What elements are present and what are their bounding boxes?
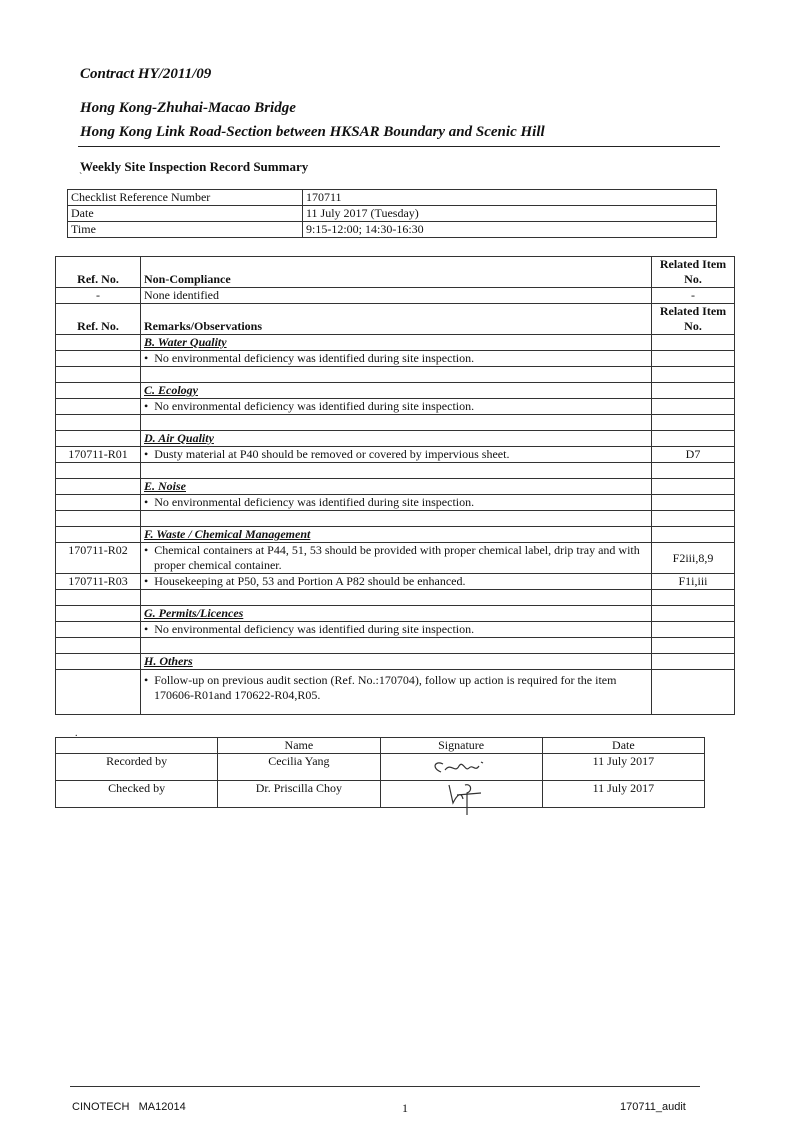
signature-image-checked — [421, 781, 501, 807]
info-row-date — [68, 206, 717, 222]
inspection-findings-table — [55, 256, 735, 715]
section-title-noise: E. Noise — [141, 479, 652, 495]
spacer-row — [56, 590, 735, 606]
remarks-col-desc: Remarks/Observations — [141, 304, 652, 335]
bullet-text: • No environmental deficiency was identified during site inspection. — [144, 622, 474, 636]
remark-row — [56, 447, 735, 463]
signoff-col-date: Date — [542, 738, 704, 754]
checked-signature — [380, 781, 542, 808]
remarks-header-row — [56, 304, 735, 335]
empty-cell — [56, 479, 141, 495]
section-title-waste: F. Waste / Chemical Management — [141, 527, 652, 543]
signoff-recorded-row — [56, 754, 705, 781]
empty-cell — [652, 654, 735, 670]
signoff-col-name: Name — [218, 738, 380, 754]
checked-date: 11 July 2017 — [542, 781, 704, 808]
spacer-row — [56, 415, 735, 431]
remarks-col-ref: Ref. No. — [56, 304, 141, 335]
checked-name: Dr. Priscilla Choy — [218, 781, 380, 808]
remarks-col-related: Related Item No. — [652, 304, 735, 335]
date-value: 11 July 2017 (Tuesday) — [303, 206, 717, 222]
empty-cell — [652, 383, 735, 399]
section-ecology — [56, 383, 735, 399]
remark-row — [56, 399, 735, 415]
checklist-value: 170711 — [303, 190, 717, 206]
section-title-ecology: C. Ecology — [141, 383, 652, 399]
empty-cell — [56, 738, 218, 754]
remark-others — [141, 670, 652, 715]
empty-cell — [652, 431, 735, 447]
empty-cell — [56, 495, 141, 511]
remark-waste-2 — [141, 574, 652, 590]
section-air-quality — [56, 431, 735, 447]
footer-company-ref: CINOTECH MA12014 — [72, 1101, 186, 1113]
recorded-name: Cecilia Yang — [218, 754, 380, 781]
empty-cell — [56, 654, 141, 670]
remark-row — [56, 543, 735, 574]
remark-related-waste-1: F2iii,8,9 — [652, 543, 735, 574]
noncompliance-col-desc: Non-Compliance — [141, 257, 652, 288]
bullet-text — [144, 543, 648, 573]
project-title-line2: Hong Kong Link Road-Section between HKSAR Boundary and Scenic Hill — [80, 124, 545, 140]
bullet-text: • Dusty material at P40 should be removed or covered by impervious sheet. — [144, 447, 509, 461]
time-label: Time — [68, 222, 303, 238]
section-permits — [56, 606, 735, 622]
empty-cell — [652, 335, 735, 351]
noncompliance-related: - — [652, 288, 735, 304]
checklist-label: Checklist Reference Number — [68, 190, 303, 206]
remark-related-waste-2: F1i,iii — [652, 574, 735, 590]
inspection-info-table — [67, 189, 717, 238]
date-label: Date — [68, 206, 303, 222]
empty-cell — [56, 622, 141, 638]
info-row-time — [68, 222, 717, 238]
section-title-permits: G. Permits/Licences — [141, 606, 652, 622]
bullet-body: Chemical containers at P44, 51, 53 should be provided with proper chemical label, drip tray and with proper chemical container. — [154, 543, 640, 572]
empty-cell — [652, 479, 735, 495]
empty-cell — [56, 399, 141, 415]
remark-ref-air: 170711-R01 — [56, 447, 141, 463]
empty-cell — [652, 527, 735, 543]
remark-waste-1 — [141, 543, 652, 574]
remark-ref-waste-2: 170711-R03 — [56, 574, 141, 590]
empty-cell — [56, 670, 141, 715]
empty-cell — [56, 431, 141, 447]
remark-ecology — [141, 399, 652, 415]
bullet-marker — [144, 543, 154, 557]
empty-cell — [652, 622, 735, 638]
header-rule — [78, 146, 720, 147]
bullet-marker — [144, 673, 154, 687]
recorded-date: 11 July 2017 — [542, 754, 704, 781]
remark-water-quality — [141, 351, 652, 367]
bullet-text — [144, 673, 648, 703]
remark-air-quality — [141, 447, 652, 463]
remark-row — [56, 622, 735, 638]
remark-noise — [141, 495, 652, 511]
signoff-checked-row — [56, 781, 705, 808]
empty-cell — [56, 335, 141, 351]
time-value: 9:15-12:00; 14:30-16:30 — [303, 222, 717, 238]
section-title-water-quality: B. Water Quality — [141, 335, 652, 351]
section-waste — [56, 527, 735, 543]
remark-row — [56, 351, 735, 367]
remark-permits — [141, 622, 652, 638]
remark-row — [56, 670, 735, 715]
empty-cell — [652, 399, 735, 415]
remark-related-air: D7 — [652, 447, 735, 463]
document-subtitle: Weekly Site Inspection Record Summary — [80, 159, 309, 174]
noncompliance-header-row — [56, 257, 735, 288]
bullet-text: • No environmental deficiency was identified during site inspection. — [144, 495, 474, 509]
spacer-row — [56, 638, 735, 654]
noncompliance-desc: None identified — [141, 288, 652, 304]
bullet-text: • No environmental deficiency was identified during site inspection. — [144, 399, 474, 413]
section-noise — [56, 479, 735, 495]
stray-mark: ` — [79, 172, 83, 183]
footer-page-number: 1 — [402, 1101, 408, 1115]
signoff-header-row — [56, 738, 705, 754]
remark-ref-waste-1: 170711-R02 — [56, 543, 141, 574]
spacer-row — [56, 511, 735, 527]
contract-title: Contract HY/2011/09 — [80, 66, 212, 82]
info-row-checklist — [68, 190, 717, 206]
remark-row — [56, 495, 735, 511]
noncompliance-ref: - — [56, 288, 141, 304]
spacer-row — [56, 463, 735, 479]
section-water-quality — [56, 335, 735, 351]
bullet-text: • Housekeeping at P50, 53 and Portion A P82 should be enhanced. — [144, 574, 466, 588]
noncompliance-col-ref: Ref. No. — [56, 257, 141, 288]
checked-label: Checked by — [56, 781, 218, 808]
bullet-text: • No environmental deficiency was identified during site inspection. — [144, 351, 474, 365]
section-title-others: H. Others — [141, 654, 652, 670]
empty-cell — [652, 495, 735, 511]
signature-image-recorded — [421, 754, 501, 778]
remark-row — [56, 574, 735, 590]
recorded-signature — [380, 754, 542, 781]
footer-rule — [70, 1086, 700, 1087]
recorded-label: Recorded by — [56, 754, 218, 781]
noncompliance-col-related: Related Item No. — [652, 257, 735, 288]
footer-file-ref: 170711_audit — [620, 1101, 686, 1113]
empty-cell — [652, 670, 735, 715]
stray-mark: . — [75, 728, 78, 739]
spacer-row — [56, 367, 735, 383]
empty-cell — [56, 606, 141, 622]
empty-cell — [56, 527, 141, 543]
bullet-body: Follow-up on previous audit section (Ref. No.:170704), follow up action is required for the item 170606-R01and 170622-R04,R05. — [154, 673, 617, 702]
project-title-line1: Hong Kong-Zhuhai-Macao Bridge — [80, 100, 296, 116]
section-others — [56, 654, 735, 670]
empty-cell — [56, 351, 141, 367]
section-title-air-quality: D. Air Quality — [141, 431, 652, 447]
signoff-col-signature: Signature — [380, 738, 542, 754]
empty-cell — [56, 383, 141, 399]
signoff-table — [55, 737, 705, 808]
noncompliance-row — [56, 288, 735, 304]
empty-cell — [652, 351, 735, 367]
empty-cell — [652, 606, 735, 622]
